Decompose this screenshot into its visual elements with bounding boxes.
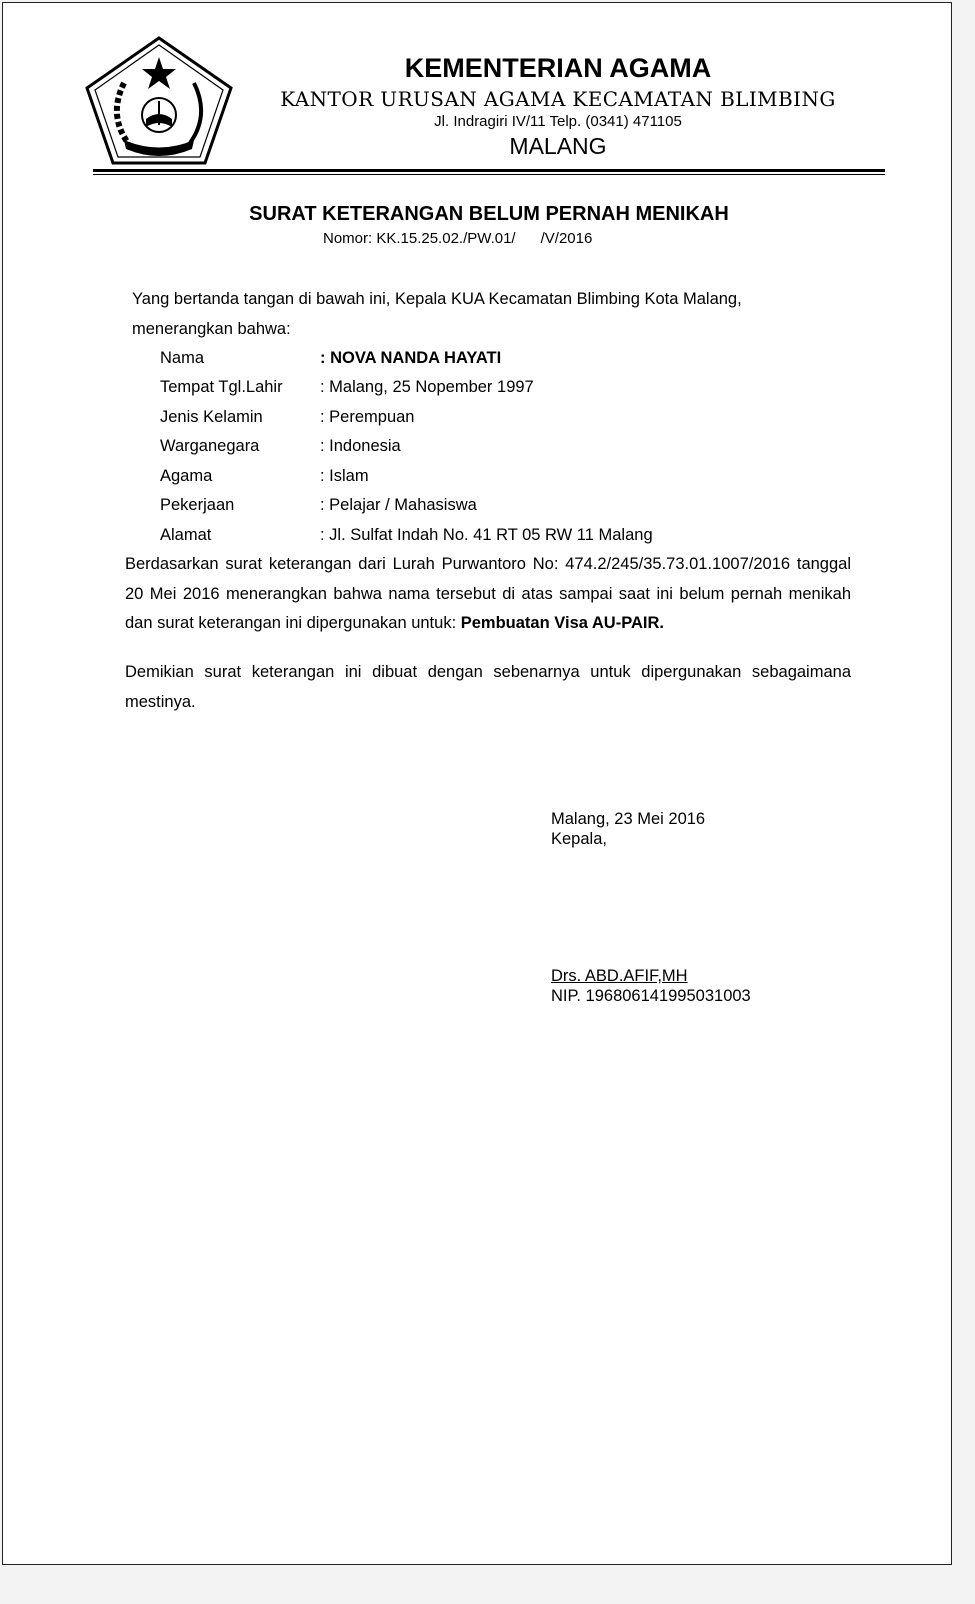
field-label: Pekerjaan [160, 496, 235, 514]
header-rule-thick [93, 169, 885, 172]
header-rule-thin [93, 174, 885, 175]
field-row-jenis-kelamin [160, 408, 860, 430]
field-value: : Pelajar / Mahasiswa [320, 496, 477, 514]
field-label: Tempat Tgl.Lahir [160, 378, 283, 396]
kementerian-agama-logo [84, 35, 234, 167]
field-label: Jenis Kelamin [160, 408, 263, 426]
field-row-pekerjaan [160, 496, 860, 518]
signature-position: Kepala, [551, 830, 607, 848]
field-value: : Malang, 25 Nopember 1997 [320, 378, 534, 396]
field-value: : NOVA NANDA HAYATI [320, 349, 502, 367]
signatory-nip: NIP. 196806141995031003 [551, 987, 751, 1005]
purpose-text: Pembuatan Visa AU-PAIR. [460, 614, 664, 632]
paragraph-text: Berdasarkan surat keterangan dari Lurah Purwantoro No: 474.2/245/35.73.01.1007/2016 tanggal 20 Mei 2016 menerangkan bahwa nama tersebut di atas sampai saat ini belum pernah menikah dan surat keterangan ini dipergunakan untuk: [125, 555, 851, 632]
field-label: Warganegara [160, 437, 260, 455]
field-row-warganegara [160, 437, 860, 459]
ministry-name: KEMENTERIAN AGAMA [404, 53, 712, 83]
document-title: SURAT KETERANGAN BELUM PERNAH MENIKAH [249, 203, 729, 225]
office-address: Jl. Indragiri IV/11 Telp. (0341) 471105 [434, 113, 682, 130]
field-value: : Indonesia [320, 437, 401, 455]
field-label: Agama [160, 467, 213, 485]
field-label: Alamat [160, 526, 212, 544]
field-label: Nama [160, 349, 205, 367]
body-paragraph-2: Demikian surat keterangan ini dibuat dengan sebenarnya untuk dipergunakan sebagaimana mestinya. [125, 663, 851, 711]
letter-page [2, 2, 952, 1565]
document-number: Nomor: KK.15.25.02./PW.01/ /V/2016 [323, 230, 593, 247]
office-city: MALANG [509, 133, 607, 159]
field-row-agama [160, 467, 860, 489]
signature-place-date: Malang, 23 Mei 2016 [551, 810, 706, 828]
intro-line-1: Yang bertanda tangan di bawah ini, Kepala KUA Kecamatan Blimbing Kota Malang, [132, 290, 742, 308]
field-row-tempat-tgl-lahir [160, 378, 860, 400]
field-row-alamat [160, 526, 860, 548]
signatory-name: Drs. ABD.AFIF,MH [551, 967, 688, 985]
office-name: KANTOR URUSAN AGAMA KECAMATAN BLIMBING [280, 87, 836, 111]
field-value: : Perempuan [320, 408, 415, 426]
body-paragraph-1 [125, 550, 851, 639]
field-row-nama [160, 349, 860, 371]
field-value: : Jl. Sulfat Indah No. 41 RT 05 RW 11 Malang [320, 526, 653, 544]
intro-line-2: menerangkan bahwa: [132, 320, 291, 338]
field-value: : Islam [320, 467, 369, 485]
